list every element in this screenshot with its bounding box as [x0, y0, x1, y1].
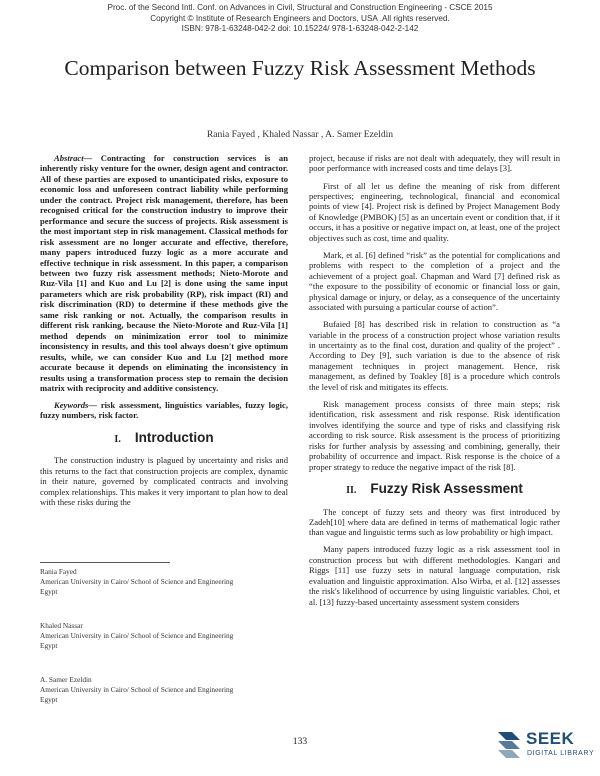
section-title: Fuzzy Risk Assessment — [370, 481, 523, 497]
affiliation-1 — [40, 567, 288, 596]
header-line-2: Copyright © Institute of Research Engineers and Doctors, USA .All rights reserved. — [150, 13, 450, 23]
section-title: Introduction — [134, 429, 214, 445]
paragraph: Many papers introduced fuzzy logic as a risk assessment tool in construction process but with different methodologies. Kangari and Riggs [11] use fuzzy sets in natural language computation, risk evaluation and linguistic approximation. Also Wirba, et al. [12] assesses the risk's likelihood of occurrence by using linguistic variables. Choi, et al. [13] fuzzy-based uncertainty assessment system considers — [309, 544, 560, 607]
footnote-rule — [40, 562, 170, 563]
right-column — [309, 153, 560, 614]
abstract-text: Contracting for construction services is an inherently risky venture for the owner, design agent and contractor. All of these parties are exposed to unanticipated risks, exposure to economic loss and unforeseen contract liability while performing under the contract. Project risk management, therefore, has been recognised critical for the construction industry to improve their performance and secure the success of projects. Risk assessment is the most important step in risk management. Classical methods for risk assessment are no longer accurate and effective, therefore, many papers introduced fuzzy logic as a more accurate and effective technique in risk assessment. In this paper, a comparison between two fuzzy risk assessment methods; Nieto-Morote and Ruz-Vila [1] and Kuo and Lu [2] is done using the same input parameters which are risk probability (RP), risk impact (RI) and risk discrimination (RD) to determine if these methods give the same risk ranking or not. Actually, the comparison results in different risk ranking, because the Nieto-Morote and Ruz-Vila [1] method depends on minimization error tool to minimize inconsistency in results, and this tool always doesn't give optimum results, while, we can consider Kuo and Lu [2] method more accurate because it depends on eliminating the inconsistency in results using a transformation process step to remain the decision matrix with reciprocity and additive consistency. — [40, 153, 288, 393]
section-heading-fuzzy-risk-assessment — [309, 481, 560, 497]
seek-logo-name: SEEK — [526, 729, 575, 748]
paragraph: project, because if risks are not dealt with adequately, they will result in poor performance with increased costs and time delays [3]. — [309, 153, 560, 174]
paragraph: Risk management process consists of three main steps; risk identification, risk assessment and risk response. Risk identification involves identifying the source and type of risks and classifying risk according to risk source. Risk assessment is the process of prioritizing risks for further analysis by assessing and combining, generally, their probability of occurrence and impact. Risk response is the choice of a proper strategy to reduce the negative impact of the risk [8]. — [309, 398, 560, 472]
paragraph: Bufaied [8] has described risk in relation to construction as “a variable in the process of a construction project whose variation results in uncertainty as to the final cost, duration and quality of the project” . According to Dey [9], such variation is due to the absence of risk management techniques in project management. Hence, risk management, as defined by Toakley [8] is a procedure which controls the level of risk and mitigates its effects. — [309, 319, 560, 392]
abstract — [40, 153, 288, 393]
affiliation-org: American University in Cairo/ School of Science and Engineering — [40, 576, 234, 586]
logo-chevron-lower — [498, 750, 520, 758]
logo-chevron-upper — [498, 732, 520, 740]
paper-title: Comparison between Fuzzy Risk Assessment Methods — [64, 56, 536, 80]
section-number: II. — [346, 485, 357, 497]
page-number: 133 — [292, 736, 308, 747]
logo-chevron-middle — [498, 741, 520, 749]
paragraph: Mark, et al. [6] defined “risk” as the potential for complications and problems with respect to the completion of a project and the achievement of a project goal. Chapman and Ward [7] defined risk as “the exposure to the possibility of economic or financial loss or gain, physical damage or injury, or delay, as a consequence of the uncertainty associated with pursuing a particular course of action”. — [309, 249, 560, 313]
affiliation-org: American University in Cairo/ School of Science and Engineering — [40, 630, 234, 640]
affiliation-name: Rania Fayed — [40, 567, 77, 576]
author-list: Rania Fayed , Khaled Nassar , A. Samer Ezeldin — [206, 129, 394, 140]
abstract-label: Abstract— — [54, 153, 93, 163]
keywords-text: risk assessment, linguistics variables, fuzzy logic, fuzzy numbers, risk factor. — [40, 400, 288, 421]
paragraph: The concept of fuzzy sets and theory was first introduced by Zadeh[10] where data are defined in terms of mathematical logic rather than vague and linguistic terms such as low probability or high impact. — [309, 506, 560, 538]
intro-paragraph: The construction industry is plagued by uncertainty and risks and this returns to the fact that construction projects are complex, dynamic in their nature, governed by complicated contracts and involving complex relationships. This makes it very important to plan how to deal with these risks during the — [40, 455, 288, 508]
paragraph: First of all let us define the meaning of risk from different perspectives; engineering, technological, financial and economical points of view [4]. Project risk is defined by Project Management Body of Knowledge (PMBOK) [5] as an uncertain event or condition that, if it occurs, it has a positive or negative impact on, at least, one of the project objectives such as cost, time and quality. — [309, 180, 560, 243]
seek-logo-icon — [496, 730, 522, 760]
section-number: I. — [114, 433, 121, 445]
keywords-label: Keywords— — [54, 400, 97, 411]
seek-logo — [496, 727, 595, 767]
left-column — [40, 153, 288, 514]
affiliation-2 — [40, 621, 288, 650]
affiliation-name: Khaled Nassar — [40, 621, 83, 630]
section-heading-introduction — [40, 429, 288, 445]
header-line-3: ISBN: 978-1-63248-042-2 doi: 10.15224/ 978-1-63248-042-2-142 — [181, 24, 419, 34]
affiliation-country: Egypt — [40, 640, 58, 650]
keywords — [40, 400, 288, 421]
affiliation-3 — [40, 675, 288, 704]
affiliation-country: Egypt — [40, 694, 58, 704]
conference-header — [0, 3, 600, 35]
affiliation-country: Egypt — [40, 586, 58, 596]
header-line-1: Proc. of the Second Intl. Conf. on Advances in Civil, Structural and Construction Engineering - CSCE 2015 — [107, 3, 493, 12]
affiliation-name: A. Samer Ezeldin — [40, 675, 92, 684]
affiliation-org: American University in Cairo/ School of Science and Engineering — [40, 684, 234, 694]
seek-logo-subtitle: DIGITAL LIBRARY — [527, 750, 595, 757]
